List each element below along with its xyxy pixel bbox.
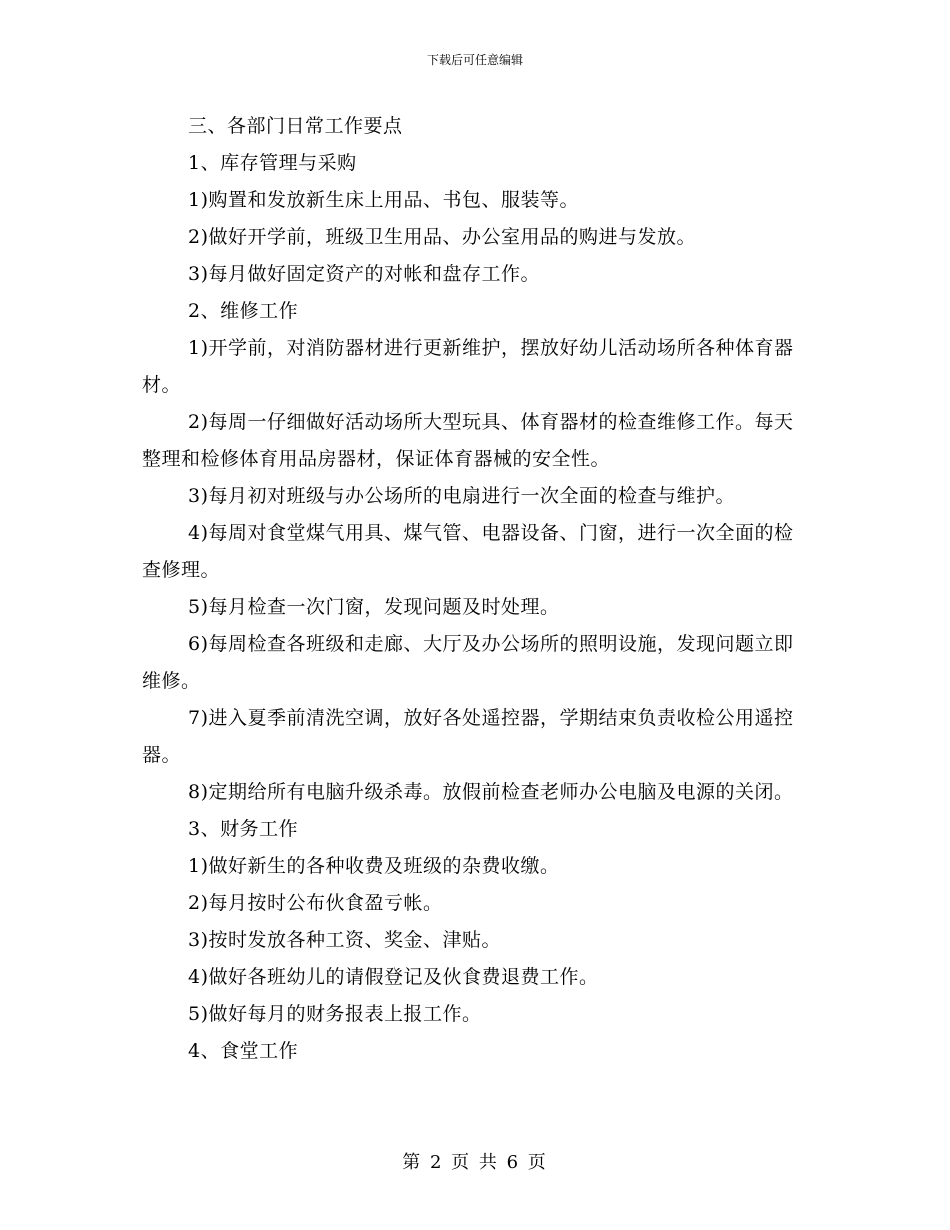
list-item: 1)做好新生的各种收费及班级的杂费收缴。 <box>188 855 560 877</box>
subsection-heading: 3、财务工作 <box>188 818 299 840</box>
list-item: 7)进入夏季前清洗空调，放好各处遥控器，学期结束负责收检公用遥控器。 <box>142 707 794 766</box>
list-item: 3)每月做好固定资产的对帐和盘存工作。 <box>188 263 541 285</box>
page-number: 第 2 页 共 6 页 <box>402 1152 548 1173</box>
list-item: 6)每周检查各班级和走廊、大厅及办公场所的照明设施，发现问题立即维修。 <box>142 633 794 692</box>
list-item: 5)每月检查一次门窗，发现问题及时处理。 <box>188 596 560 618</box>
list-item: 3)按时发放各种工资、奖金、津贴。 <box>188 929 502 951</box>
list-item: 3)每月初对班级与办公场所的电扇进行一次全面的检查与维护。 <box>188 485 736 507</box>
page-header: 下载后可任意编辑 <box>426 53 523 67</box>
list-item: 5)做好每月的财务报表上报工作。 <box>188 1003 482 1025</box>
list-item: 4)做好各班幼儿的请假登记及伙食费退费工作。 <box>188 966 599 988</box>
list-item: 2)做好开学前，班级卫生用品、办公室用品的购进与发放。 <box>188 226 697 248</box>
list-item: 8)定期给所有电脑升级杀毒。放假前检查老师办公电脑及电源的关闭。 <box>188 781 794 803</box>
list-item: 1)购置和发放新生床上用品、书包、服装等。 <box>188 189 580 211</box>
list-item: 1)开学前，对消防器材进行更新维护，摆放好幼儿活动场所各种体育器材。 <box>142 337 794 396</box>
subsection-heading: 1、库存管理与采购 <box>188 152 357 174</box>
subsection-heading: 2、维修工作 <box>188 300 299 322</box>
section-heading: 三、各部门日常工作要点 <box>188 115 403 137</box>
list-item: 2)每月按时公布伙食盈亏帐。 <box>188 892 443 914</box>
list-item: 4)每周对食堂煤气用具、煤气管、电器设备、门窗，进行一次全面的检查修理。 <box>142 522 794 581</box>
document-body <box>142 108 810 1070</box>
list-item: 2)每周一仔细做好活动场所大型玩具、体育器材的检查维修工作。每天整理和检修体育用品房器材，保证体育器械的安全性。 <box>142 411 794 470</box>
subsection-heading: 4、食堂工作 <box>188 1040 299 1062</box>
